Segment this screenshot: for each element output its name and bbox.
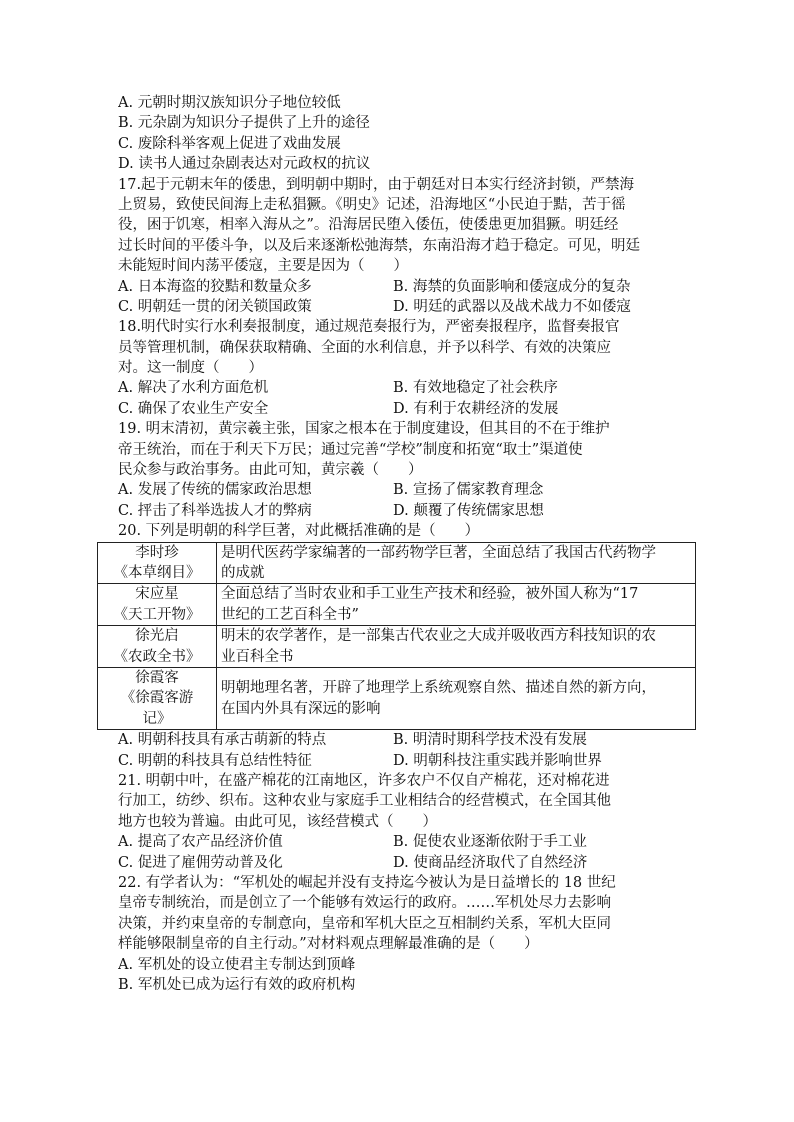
question-22 [118,873,698,995]
book-title: 《本草纲目》 [113,565,201,581]
table-row [98,668,696,730]
author-name: 李时珍 [135,544,179,561]
q22-stem-line: 样能够限制皇帝的自主行动。”对材料观点理解最准确的是（ ） [118,936,539,953]
desc-line: 世纪的工艺百科全书” [221,606,359,623]
desc-line: 业百科全书 [221,648,294,665]
author-name: 徐霞客 [135,670,179,687]
desc-line: 全面总结了当时农业和手工业生产技术和经验，被外国人称为“17 [221,586,639,603]
book-title: 《农政全书》 [113,648,201,665]
question-21 [118,771,698,873]
work-desc-cell [217,584,696,626]
desc-line: 明朝地理名著，开辟了地理学上系统观察自然、描述自然的新方向， [221,680,656,697]
q18-option-b: B. 有效地稳定了社会秩序 [393,380,558,397]
q21-stem-line: 21. 明朝中叶，在盛产棉花的江南地区，许多农户不仅自产棉花，还对棉花进 [118,773,610,790]
question-18 [118,317,698,419]
q19-stem-line: 19. 明末清初，黄宗羲主张，国家之根本在于制度建设，但其目的不在于维护 [118,421,610,438]
q17-options-row [118,297,698,317]
work-desc-cell [217,668,696,730]
q17-option-d: D. 明廷的武器以及战术战力不如倭寇 [393,298,631,315]
author-name: 徐光启 [135,628,179,645]
work-desc-cell [217,542,696,584]
q17-stem-line: 役，困于饥寒，相率入海从之”。沿海居民堕入倭伍，使倭患更加猖獗。明廷经 [118,217,619,234]
desc-line: 的成就 [221,565,265,581]
q18-stem-line: 对。这一制度（ ） [118,360,263,377]
q19-options-row [118,480,698,500]
q19-option-a: A. 发展了传统的儒家政治思想 [118,482,312,499]
q16-option-c: C. 废除科举客观上促进了戏曲发展 [118,135,341,152]
q17-stem-line: 17.起于元朝末年的倭患，到明朝中期时，由于朝廷对日本实行经济封锁，严禁海 [118,176,635,193]
q18-options-row [118,378,698,398]
q22-stem-line: 皇帝专制统治，而是创立了一个能够有效运行的政府。……军机处尽力去影响 [118,895,611,912]
q19-options-row [118,501,698,521]
q16-options [118,93,698,175]
book-title: 《徐霞客游 [120,690,194,707]
work-name-cell [98,584,217,626]
q22-stem-line: 决策，并约束皇帝的专制意向，皇帝和军机大臣之互相制约关系，军机大臣同 [118,915,611,932]
q21-option-c: C. 促进了雇佣劳动普及化 [118,854,283,871]
q17-options-row [118,277,698,297]
q17-option-c: C. 明朝廷一贯的闭关锁国政策 [118,298,312,315]
table-row [98,542,696,584]
desc-line: 在国内外具有深远的影响 [221,700,381,717]
q21-option-a: A. 提高了农产品经济价值 [118,834,283,851]
q20-option-c: C. 明朝的科技具有总结性特征 [118,752,312,769]
q21-stem-line: 地方也较为普遍。由此可见，该经营模式（ ） [118,813,437,830]
q20-option-b: B. 明清时期科学技术没有发展 [393,732,587,749]
q17-stem-line: 过长时间的平倭斗争，以及后来逐渐松弛海禁，东南沿海才趋于稳定。可见，明廷 [118,237,640,254]
q16-option-a: A. 元朝时期汉族知识分子地位较低 [118,95,341,111]
desc-line: 明末的农学著作，是一部集古代农业之大成并吸收西方科技知识的农 [221,628,656,645]
book-title-cont: 记》 [142,710,172,727]
science-works-table [97,542,696,731]
q17-stem-line: 上贸易，致使民间海上走私猖獗。《明史》记述，沿海地区“小民迫于黠，苦于徭 [118,196,626,213]
q22-option-a: A. 军机处的设立使君主专制达到顶峰 [118,956,356,973]
q17-option-b: B. 海禁的负面影响和倭寇成分的复杂 [393,278,631,295]
q16-option-d: D. 读书人通过杂剧表达对元政权的抗议 [118,156,371,173]
q19-option-d: D. 颠覆了传统儒家思想 [393,502,544,519]
q19-option-c: C. 抨击了科举选拔人才的弊病 [118,502,312,519]
work-name-cell [98,668,217,730]
q18-stem-line: 18.明代时实行水利奏报制度，通过规范奏报行为，严密奏报程序，监督奏报官 [118,319,620,336]
q20-stem: 20. 下列是明朝的科学巨著，对此概括准确的是（ ） [118,523,480,540]
q22-stem-line: 22. 有学者认为：“军机处的崛起并没有支持迄今被认为是日益增长的 18 世纪 [118,874,616,891]
q21-option-b: B. 促使农业逐渐依附于手工业 [393,834,587,851]
q18-option-c: C. 确保了农业生产安全 [118,400,269,417]
q18-option-a: A. 解决了水利方面危机 [118,380,269,397]
q20-options-row [118,751,698,771]
q19-stem-line: 帝王统治，而在于利天下万民；通过完善“学校”制度和拓宽“取士”渠道使 [118,441,583,458]
q17-option-a: A. 日本海盗的狡黠和数量众多 [118,278,312,295]
q20-option-d: D. 明朝科技注重实践并影响世界 [393,752,602,769]
question-content [113,93,698,995]
desc-line: 是明代医药学家编著的一部药物学巨著，全面总结了我国古代药物学 [221,544,656,561]
question-20 [113,521,698,771]
question-19 [118,419,698,521]
table-row [98,626,696,668]
q19-option-b: B. 宣扬了儒家教育理念 [393,482,544,499]
q21-options-row [118,832,698,852]
table-row [98,584,696,626]
author-name: 宋应星 [135,586,179,603]
question-17 [118,175,698,318]
q22-option-b: B. 军机处已成为运行有效的政府机构 [118,976,356,993]
q18-options-row [118,399,698,419]
q18-option-d: D. 有利于农耕经济的发展 [393,400,559,417]
q18-stem-line: 员等管理机制，确保获取精确、全面的水利信息，并予以科学、有效的决策应 [118,339,611,356]
work-name-cell [98,626,217,668]
work-name-cell [98,542,217,584]
work-desc-cell [217,626,696,668]
q19-stem-line: 民众参与政治事务。由此可知，黄宗羲（ ） [118,462,423,479]
q21-stem-line: 行加工，纺纱、织布。这种农业与家庭手工业相结合的经营模式，在全国其他 [118,793,611,810]
q21-option-d: D. 使商品经济取代了自然经济 [393,854,588,871]
q20-option-a: A. 明朝科技具有承古萌新的特点 [118,732,327,749]
book-title: 《天工开物》 [113,606,201,623]
q20-options-row [118,730,698,750]
q17-stem-line: 未能短时间内荡平倭寇，主要是因为（ ） [118,258,408,275]
q16-option-b: B. 元杂剧为知识分子提供了上升的途径 [118,115,370,132]
q21-options-row [118,853,698,873]
